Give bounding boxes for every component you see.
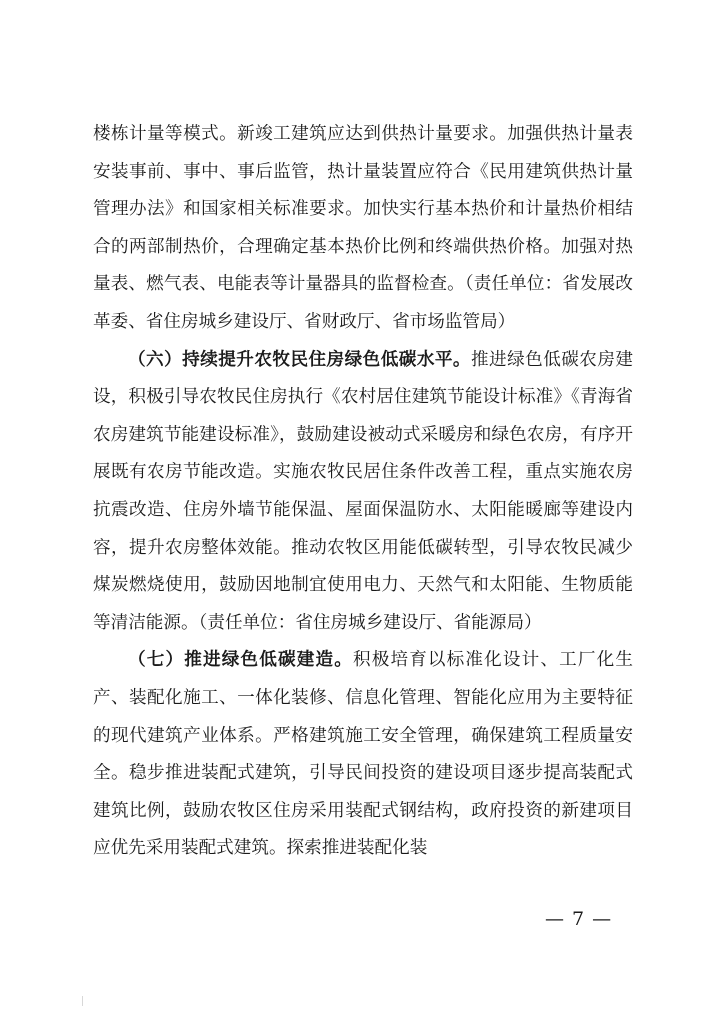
- paragraph-body: 楼栋计量等模式。新竣工建筑应达到供热计量要求。加强供热计量表安装事前、事中、事后监管，热计量装置应符合《民用建筑供热计量管理办法》和国家相关标准要求。加快实行基本热价和计量热价相结合的两部制热价，合理确定基本热价比例和终端供热价格。加强对热量表、燃气表、电能表等计量器具的监督检查。（责任单位：省发展改革委、省住房城乡建设厅、省财政厅、省市场监管局）: [93, 124, 633, 332]
- section-heading-7: （七）推进绿色低碳建造。: [128, 650, 353, 671]
- section-heading-6: （六）持续提升农牧民住房绿色低碳水平。: [128, 349, 471, 370]
- paragraph-section-6: [93, 342, 633, 643]
- scan-mark: [82, 996, 86, 1006]
- page-number: — 7 —: [545, 908, 613, 930]
- body-text: [93, 116, 633, 868]
- paragraph-continuation: [93, 116, 633, 342]
- paragraph-body: 积极培育以标准化设计、工厂化生产、装配化施工、一体化装修、信息化管理、智能化应用为主要特征的现代建筑产业体系。严格建筑施工安全管理，确保建筑工程质量安全。稳步推进装配式建筑，引导民间投资的建设项目逐步提高装配式建筑比例，鼓励农牧区住房采用装配式钢结构，政府投资的新建项目应优先采用装配式建筑。探索推进装配化装: [93, 650, 633, 859]
- paragraph-section-7: [93, 642, 633, 868]
- paragraph-body: 推进绿色低碳农房建设，积极引导农牧民住房执行《农村居住建筑节能设计标准》《青海省农房建筑节能建设标准》，鼓励建设被动式采暖房和绿色农房，有序开展既有农房节能改造。实施农牧民居住条件改善工程，重点实施农房抗震改造、住房外墙节能保温、屋面保温防水、太阳能暖廊等建设内容，提升农房整体效能。推动农牧区用能低碳转型，引导农牧民减少煤炭燃烧使用，鼓励因地制宜使用电力、天然气和太阳能、生物质能等清洁能源。（责任单位：省住房城乡建设厅、省能源局）: [93, 349, 633, 633]
